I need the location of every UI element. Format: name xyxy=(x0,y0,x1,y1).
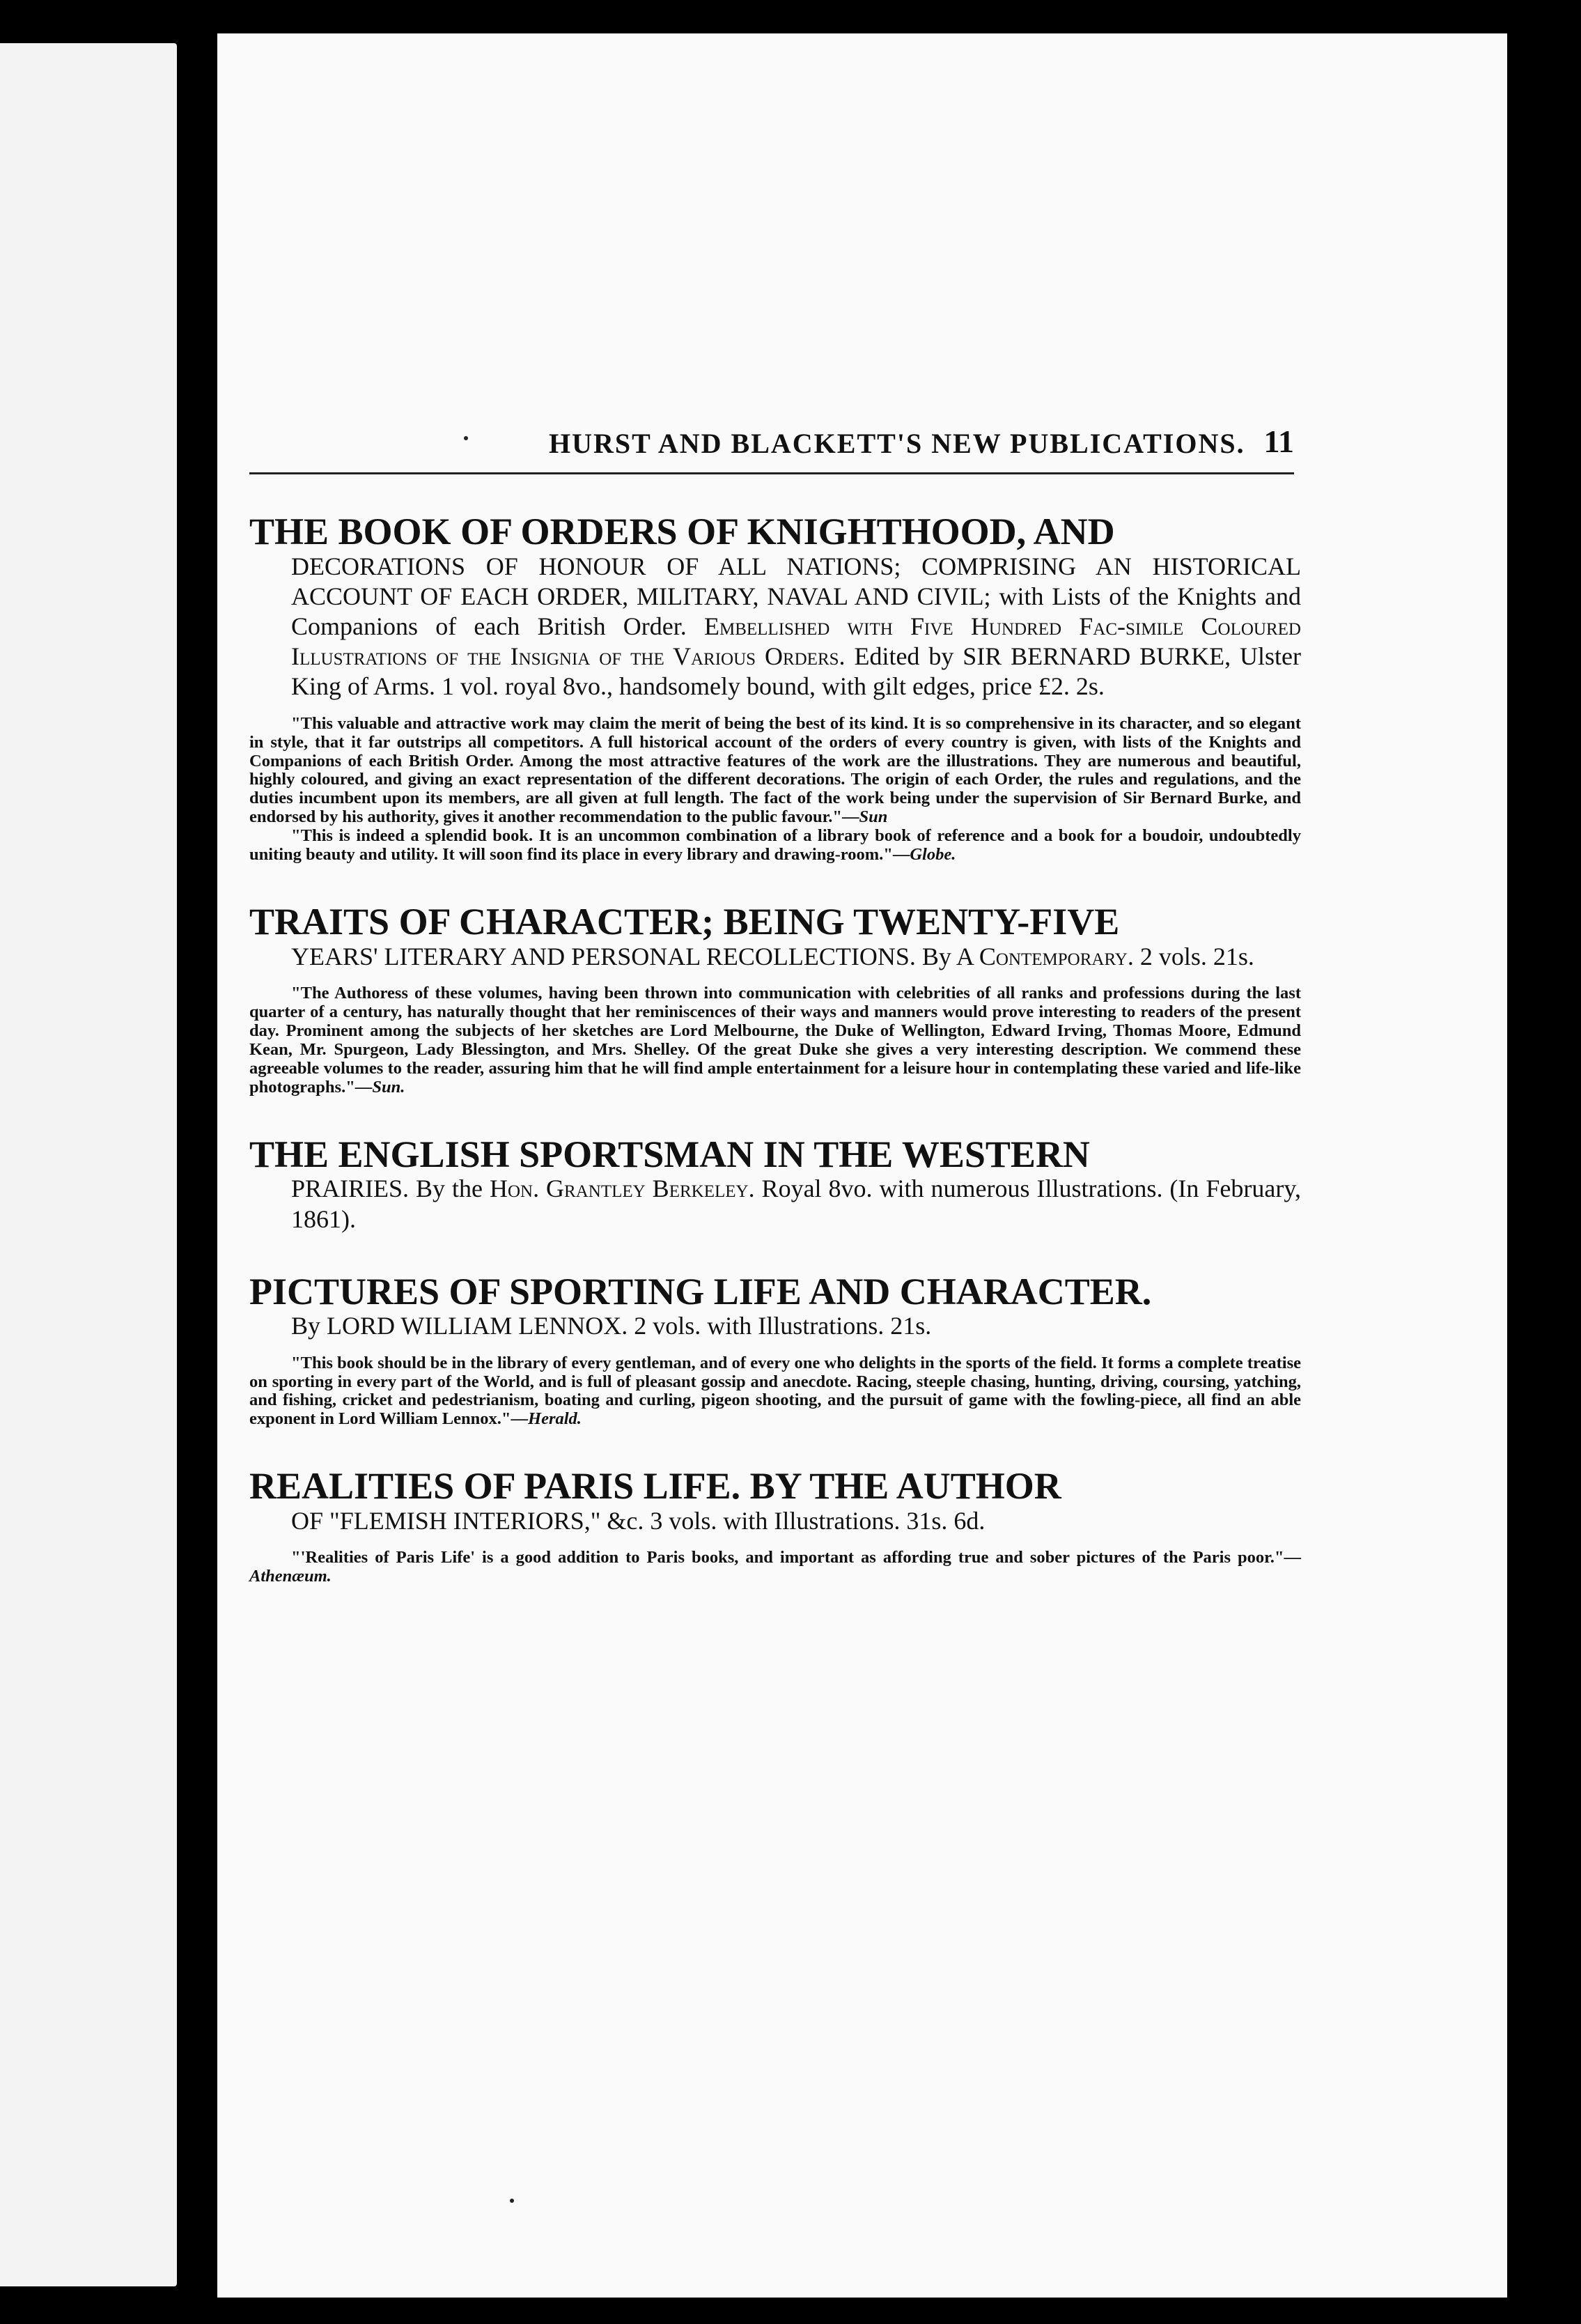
entry-description: OF "FLEMISH INTERIORS," &c. 3 vols. with Illustrations. 31s. 6d. xyxy=(291,1507,986,1535)
entry-heading: THE BOOK OF ORDERS OF KNIGHTHOOD, AND xyxy=(249,511,1115,552)
review-quotes xyxy=(249,715,1301,865)
facing-page-edge xyxy=(0,43,177,2286)
speck-bottom xyxy=(510,2199,514,2203)
entry-description: By LORD WILLIAM LENNOX. 2 vols. with Illustrations. 21s. xyxy=(291,1312,932,1340)
review-quote: "This is indeed a splendid book. It is an uncommon combination of a library book of reference and a book for a boudoir, undoubtedly uniting beauty and utility. It will soon find its place in every library and drawing-room."—Globe. xyxy=(249,826,1301,865)
entry-description: PRAIRIES. By the Hon. Grantley Berkeley. Royal 8vo. with numerous Illustrations. (In February, 1861). xyxy=(291,1175,1301,1233)
review-quote: "This valuable and attractive work may claim the merit of being the best of its kind. It is so comprehensive in its character, and so elegant in style, that it far outstrips all competitors. A full historical account of the orders of every country is given, with lists of the Knights and Companions of each British Order. Among the most attractive features of the work are the illustrations. They are numerous and beautiful, highly coloured, and giving an exact representation of the different decorations. The origin of each Order, the rules and regulations, and the duties incumbent upon its members, are all given at full length. The fact of the work being under the supervision of Sir Bernard Burke, and endorsed by his authority, gives it another recommendation to the public favour."—Sun xyxy=(249,713,1301,827)
entry-heading: TRAITS OF CHARACTER; BEING TWENTY-FIVE xyxy=(249,901,1120,943)
review-quote: "The Authoress of these volumes, having been thrown into communication with celebrities of all ranks and professions during the last quarter of a century, has naturally thought that her reminiscences of their ways and manners would prove interesting to readers of the present day. Prominent among the subjects of her sketches are Lord Melbourne, the Duke of Wellington, Edward Irving, Thomas Moore, Edmund Kean, Mr. Spurgeon, Lady Blessington, and Mrs. Shelley. Of the great Duke she gives a very interesting description. We commend these agreeable volumes to the reader, assuring him that he will find ample entertainment for a leisure hour in contemplating these varied and life-like photographs."—Sun. xyxy=(249,984,1301,1097)
page-number: 11 xyxy=(1263,424,1294,459)
entry-pictures-of-sporting-life xyxy=(249,1272,1301,1430)
review-quote: "This book should be in the library of every gentleman, and of every one who delights in the sports of the field. It forms a complete treatise on sporting in every part of the World, and is full of pleasant gossip and anecdote. Racing, steeple chasing, hunting, driving, coursing, yatching, and fishing, cricket and pedestrianism, boating and curling, pigeon shooting, and the pursuit of game with the fowling-piece, all find an able exponent in Lord William Lennox."—Herald. xyxy=(249,1353,1301,1429)
quote-source: Sun. xyxy=(372,1077,405,1097)
entry-heading: REALITIES OF PARIS LIFE. BY THE AUTHOR xyxy=(249,1465,1061,1508)
header-rule xyxy=(249,472,1294,474)
quote-source: Athenæum. xyxy=(249,1567,332,1586)
entry-description: YEARS' LITERARY AND PERSONAL RECOLLECTIONS. By A Contemporary. 2 vols. 21s. xyxy=(291,942,1254,970)
entry-heading: THE ENGLISH SPORTSMAN IN THE WESTERN xyxy=(249,1133,1090,1175)
review-quotes xyxy=(249,1549,1301,1586)
entry-traits-of-character xyxy=(249,902,1301,1097)
review-quotes xyxy=(249,984,1301,1097)
entry-heading: PICTURES OF SPORTING LIFE AND CHARACTER. xyxy=(249,1270,1152,1312)
running-head xyxy=(249,411,1301,460)
quote-source: Herald. xyxy=(528,1409,582,1429)
quote-source: Globe. xyxy=(910,845,956,865)
review-quote: "'Realities of Paris Life' is a good addition to Paris books, and important as affording true and sober pictures of the Paris poor."—Athenæum. xyxy=(249,1548,1301,1586)
review-quotes xyxy=(249,1354,1301,1430)
entry-orders-of-knighthood xyxy=(249,512,1301,865)
running-head-title: HURST AND BLACKETT'S NEW PUBLICATIONS. xyxy=(549,428,1245,459)
entry-description: DECORATIONS OF HONOUR OF ALL NATIONS; COMPRISING AN HISTORICAL ACCOUNT OF EACH ORDER, MILITARY, NAVAL AND CIVIL; with Lists of the Knights and Companions of each British Order. Embellished with Five Hundred Fac-simile Coloured Illustrations of the Insignia of the Various Orders. Edited by SIR BERNARD BURKE, Ulster King of Arms. 1 vol. royal 8vo., handsomely bound, with gilt edges, price £2. 2s. xyxy=(291,552,1301,701)
entry-realities-of-paris-life xyxy=(249,1466,1301,1586)
entry-english-sportsman xyxy=(249,1135,1301,1234)
quote-source: Sun xyxy=(859,807,888,827)
page-content xyxy=(249,411,1301,1586)
